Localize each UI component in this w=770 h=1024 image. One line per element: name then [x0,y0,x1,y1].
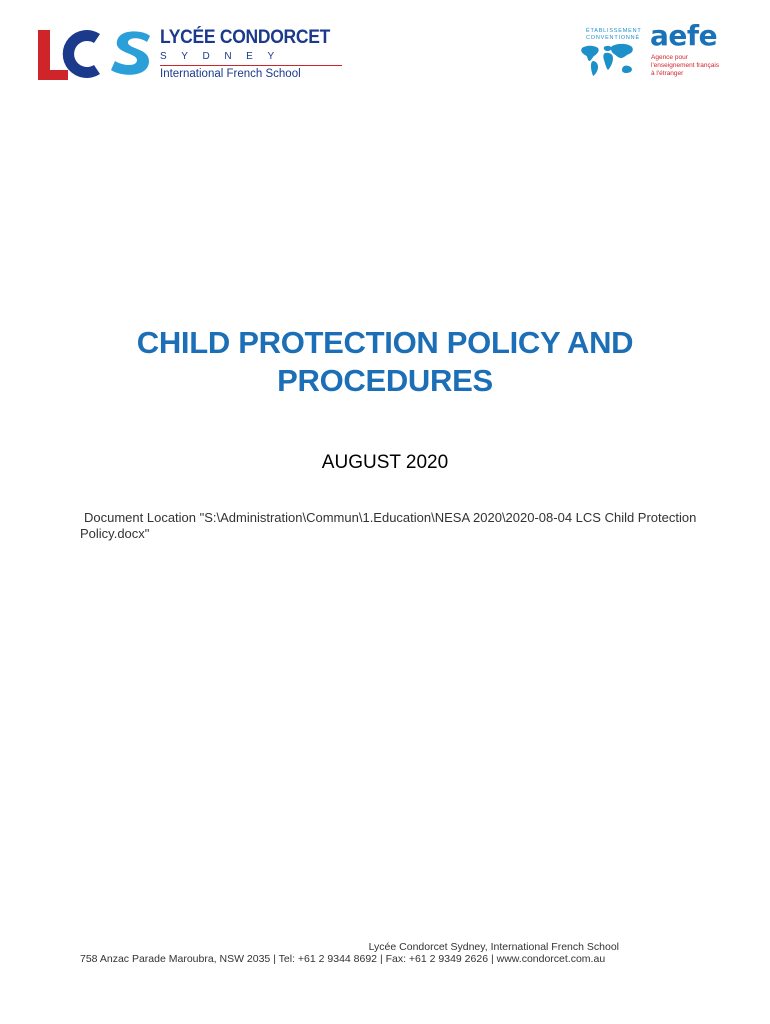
footer-contact-line: 758 Anzac Parade Maroubra, NSW 2035 | Tel: +61 2 9344 8692 | Fax: +61 2 9349 2626 | www.condorcet.com.au [80,953,606,965]
document-location: Document Location "S:\Administration\Commun\1.Education\NESA 2020\2020-08-04 LCS Child Protection Policy.docx" [80,510,697,541]
aefe-convention-label: ÉTABLISSEMENT CONVENTIONNÉ [586,28,642,41]
aefe-wordmark: aefe [650,19,718,52]
document-title [60,324,710,400]
lcs-logo [36,26,331,84]
lcs-logo-city: SYDNEY [160,51,289,62]
world-map-icon [580,42,636,78]
document-date: AUGUST 2020 [321,452,449,473]
aefe-tagline: Agence pour l'enseignement français à l'étranger [651,54,720,77]
aefe-logo [578,19,738,84]
lcs-logo-title: LYCÉE CONDORCET [160,27,331,48]
document-title-line-1: CHILD PROTECTION POLICY AND [136,325,634,360]
lcs-monogram-icon [36,26,154,82]
lcs-logo-divider [160,65,342,66]
document-title-line-2: PROCEDURES [277,363,493,398]
lcs-logo-subtitle: International French School [160,68,301,80]
footer-school-name: Lycée Condorcet Sydney, International French School [368,941,619,953]
